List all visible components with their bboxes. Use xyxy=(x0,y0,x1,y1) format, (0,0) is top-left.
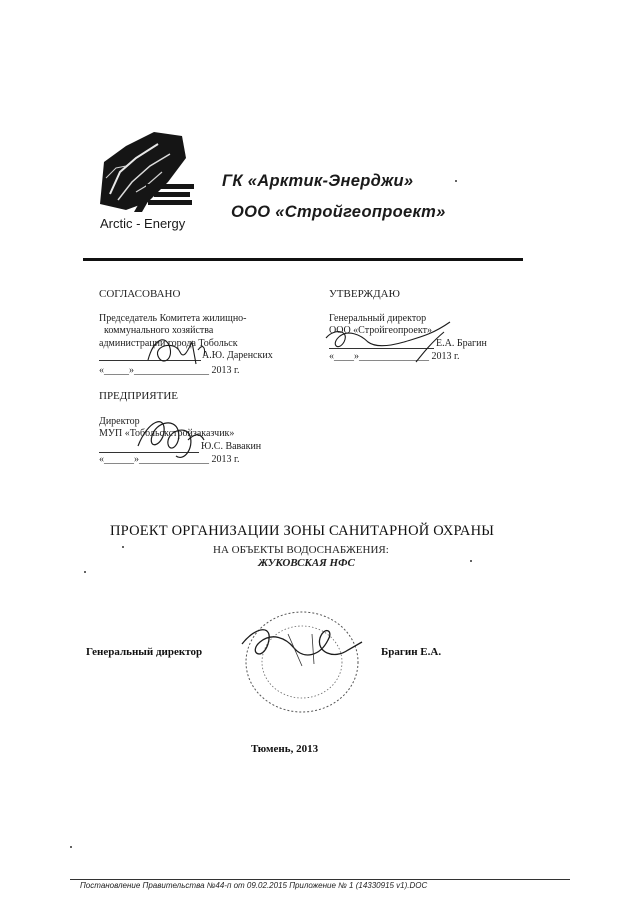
agreed-signature-line xyxy=(99,360,201,361)
scan-speck xyxy=(84,571,86,573)
agreed-heading: СОГЛАСОВАНО xyxy=(99,288,181,300)
logo-caption: Arctic - Energy xyxy=(100,216,186,231)
company-llc-name: ООО «Стройгеопроект» xyxy=(231,203,446,221)
signature-name: Брагин Е.А. xyxy=(381,646,442,658)
approved-signatory: Е.А. Брагин xyxy=(436,338,487,349)
company-stamp-seal xyxy=(228,604,378,720)
approved-heading: УТВЕРЖДАЮ xyxy=(329,288,400,300)
enterprise-line-1: Директор xyxy=(99,416,140,427)
enterprise-date-line: «______»______________ 2013 г. xyxy=(99,454,240,465)
signature-position: Генеральный директор xyxy=(86,646,203,658)
document-title-line-2: НА ОБЪЕКТЫ ВОДОСНАБЖЕНИЯ: xyxy=(213,544,389,556)
approved-line-2: ООО «Стройгеопроект» xyxy=(329,325,432,336)
agreed-line-2: коммунального хозяйства xyxy=(104,325,214,336)
agreed-date-line: «_____»_______________ 2013 г. xyxy=(99,365,240,376)
footer-reference: Постановление Правительства №44-п от 09.02.2015 Приложение № 1 (14330915 v1).DOC xyxy=(80,881,428,890)
enterprise-signatory: Ю.С. Вавакин xyxy=(201,441,262,452)
enterprise-line-2: МУП «Тобольскстройзаказчик» xyxy=(99,428,235,439)
enterprise-heading: ПРЕДПРИЯТИЕ xyxy=(99,390,179,402)
scan-speck xyxy=(70,846,72,848)
header-divider xyxy=(83,258,523,261)
signature-darenskikh xyxy=(140,330,210,370)
agreed-signatory: А.Ю. Даренских xyxy=(202,350,273,361)
company-group-name: ГК «Арктик-Энерджи» xyxy=(222,172,414,190)
arctic-energy-logo xyxy=(96,128,208,238)
footer-divider xyxy=(70,879,570,880)
agreed-line-3: администрации города Тобольск xyxy=(99,338,238,349)
scan-speck xyxy=(455,180,457,182)
document-title-line-1: ПРОЕКТ ОРГАНИЗАЦИИ ЗОНЫ САНИТАРНОЙ ОХРАНЫ xyxy=(110,523,495,539)
place-and-year: Тюмень, 2013 xyxy=(251,743,319,755)
scan-speck xyxy=(470,560,472,562)
document-title-line-3: ЖУКОВСКАЯ НФС xyxy=(258,557,355,569)
approved-signature-line xyxy=(329,348,434,349)
enterprise-signature-line xyxy=(99,452,199,453)
scan-speck xyxy=(122,546,124,548)
approved-date-line: «____»______________ 2013 г. xyxy=(329,351,460,362)
agreed-line-1: Председатель Комитета жилищно- xyxy=(99,313,247,324)
approved-line-1: Генеральный директор xyxy=(329,313,427,324)
